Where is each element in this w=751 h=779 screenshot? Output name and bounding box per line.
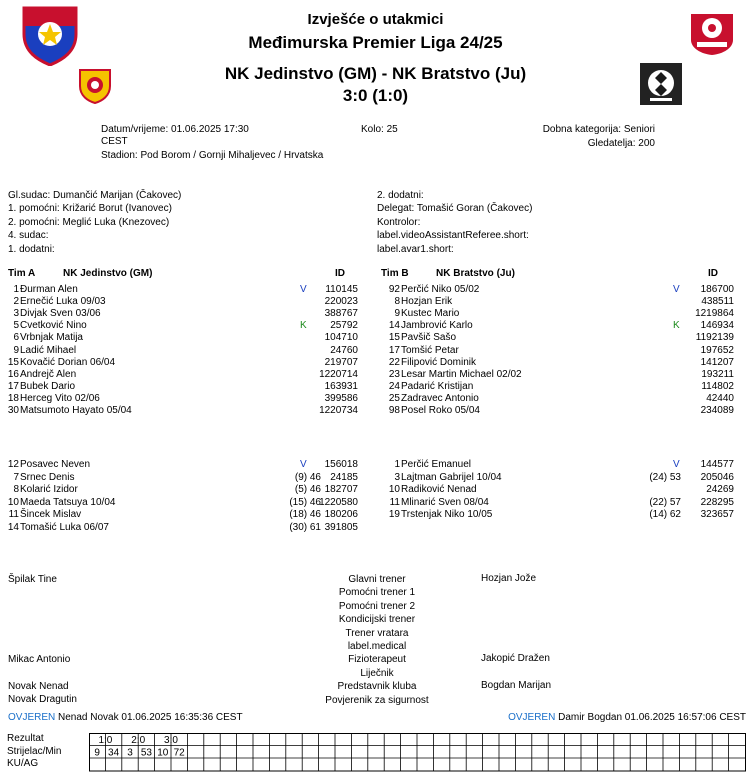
scorer-cell: 34 xyxy=(108,747,120,759)
verified-status: OVJEREN xyxy=(508,712,556,723)
row-label: Rezultat xyxy=(7,733,44,744)
staff-role: Pomoćni trener 2 xyxy=(338,600,416,612)
player-id: 24269 xyxy=(706,484,734,496)
player-id: 25792 xyxy=(330,320,358,332)
player-name: Srnec Denis xyxy=(20,471,75,483)
player-name: Posel Roko 05/04 xyxy=(401,405,480,416)
player-id: 42440 xyxy=(706,392,734,404)
scorer-cell: 9 xyxy=(94,747,100,759)
staff-right-name: Jakopić Dražen xyxy=(481,653,550,664)
match-title: NK Jedinstvo (GM) - NK Bratstvo (Ju) xyxy=(224,64,527,83)
staff-role: Pomoćni trener 1 xyxy=(338,587,416,599)
player-name: Padarić Kristijan xyxy=(401,380,474,392)
player-number: 17 xyxy=(7,380,19,392)
player-number: 24 xyxy=(388,380,400,392)
player-id: 144577 xyxy=(700,459,734,470)
league-crest-logo xyxy=(20,4,80,69)
player-id: 197652 xyxy=(700,344,734,356)
match-datetime: Datum/vrijeme: 01.06.2025 17:30 xyxy=(101,124,249,135)
official-line: 2. dodatni: xyxy=(377,190,424,201)
player-name: Zadravec Antonio xyxy=(401,392,479,404)
staff-role: Glavni trener xyxy=(348,574,406,585)
player-number: 9 xyxy=(394,308,400,320)
player-id: 180206 xyxy=(324,509,358,521)
player-name: Divjak Sven 03/06 xyxy=(20,308,101,320)
player-id: 1220714 xyxy=(319,368,358,380)
away-team-logo xyxy=(640,63,682,108)
player-name: Jambrović Karlo xyxy=(401,320,473,332)
player-number: 9 xyxy=(13,344,19,356)
player-role-mark: V xyxy=(673,459,680,470)
player-id: 156018 xyxy=(324,459,358,470)
player-name: Kustec Mario xyxy=(401,308,460,320)
player-role-mark: K xyxy=(673,320,680,332)
player-role-mark: V xyxy=(673,284,680,295)
staff-role: Fizioterapeut xyxy=(348,654,406,666)
player-id: 1219864 xyxy=(695,308,734,320)
scorer-cell: 53 xyxy=(140,747,152,759)
verification-right xyxy=(445,712,746,723)
player-name: Maeda Tatsuya 10/04 xyxy=(20,496,116,508)
player-number: 23 xyxy=(388,368,400,380)
report-title: Izvješće o utakmici xyxy=(307,11,444,28)
official-line: 1. pomoćni: Križarić Borut (Ivanovec) xyxy=(8,203,172,215)
player-number: 2 xyxy=(13,296,19,308)
player-name: Ladić Mihael xyxy=(20,344,77,356)
stadium: Stadion: Pod Borom / Gornji Mihaljevec / Hrvatska xyxy=(101,150,324,161)
player-id: 186700 xyxy=(700,284,734,295)
substitution-info: (22) 57 xyxy=(649,496,681,508)
player-number: 22 xyxy=(388,356,400,368)
substitution-info: (30) 61 xyxy=(289,522,321,533)
player-number: 15 xyxy=(388,332,400,344)
player-name: Perčić Niko 05/02 xyxy=(401,284,480,295)
player-number: 7 xyxy=(13,471,19,483)
verified-text: Damir Bogdan 01.06.2025 16:57:06 CEST xyxy=(558,712,746,723)
staff-role: Trener vratara xyxy=(345,627,409,639)
player-id: 104710 xyxy=(324,332,358,344)
team-a-id-header: ID xyxy=(335,268,345,279)
player-number: 18 xyxy=(7,392,19,404)
player-number: 1 xyxy=(13,284,19,295)
player-id: 193211 xyxy=(701,368,734,380)
result-cell: 2:0 xyxy=(131,735,146,746)
player-number: 5 xyxy=(13,320,19,332)
player-name: Lajtman Gabrijel 10/04 xyxy=(401,471,502,483)
player-id: 24760 xyxy=(330,344,358,356)
player-id: 1192139 xyxy=(695,332,734,344)
substitution-info: (5) 46 xyxy=(294,484,321,496)
player-id: 399586 xyxy=(324,392,358,404)
team-b-name: NK Bratstvo (Ju) xyxy=(436,268,515,279)
official-line: Delegat: Tomašić Goran (Čakovec) xyxy=(377,203,533,215)
row-label: KU/AG xyxy=(7,758,39,769)
player-name: Ernečić Luka 09/03 xyxy=(20,296,106,308)
official-line: 2. pomoćni: Meglić Luka (Knezovec) xyxy=(8,216,170,228)
player-id: 438511 xyxy=(701,296,734,308)
player-name: Lesar Martin Michael 02/02 xyxy=(401,368,522,380)
row-label: Strijelac/Min xyxy=(7,745,62,757)
staff-name: Novak Dragutin xyxy=(8,694,77,705)
substitution-info: (15) 46 xyxy=(289,496,321,508)
player-number: 8 xyxy=(13,484,19,496)
player-number: 92 xyxy=(388,284,400,295)
player-number: 25 xyxy=(388,392,400,404)
player-number: 98 xyxy=(388,405,400,416)
official-line: 1. dodatni: xyxy=(8,243,55,255)
league-name: Međimurska Premier Liga 24/25 xyxy=(248,33,503,52)
player-name: Radiković Nenad xyxy=(401,484,477,496)
player-role-mark: V xyxy=(300,284,307,295)
player-id: 1220580 xyxy=(319,496,358,508)
player-id: 141207 xyxy=(700,356,734,368)
official-line: label.videoAssistantReferee.short: xyxy=(377,230,529,242)
staff-name: Mikac Antonio xyxy=(8,654,71,665)
substitution-info: (24) 53 xyxy=(649,471,681,483)
player-number: 14 xyxy=(388,320,400,332)
player-name: Bubek Dario xyxy=(20,380,76,392)
staff-right-name: Bogdan Marijan xyxy=(481,680,552,691)
score-table-labels xyxy=(7,733,61,771)
player-number: 16 xyxy=(7,368,19,380)
player-name: Matsumoto Hayato 05/04 xyxy=(20,405,132,416)
player-number: 12 xyxy=(7,459,19,470)
player-name: Hozjan Erik xyxy=(401,296,453,308)
player-role-mark: K xyxy=(300,320,307,332)
player-number: 8 xyxy=(394,296,400,308)
player-name: Tomšić Petar xyxy=(401,344,459,356)
player-id: 220023 xyxy=(324,296,358,308)
staff-role: label.medical xyxy=(347,641,407,652)
player-id: 114802 xyxy=(701,380,734,392)
official-line: Gl.sudac: Dumančić Marijan (Čakovec) xyxy=(8,190,182,201)
player-id: 182707 xyxy=(324,484,358,496)
staff-role: Liječnik xyxy=(360,667,394,679)
player-name: Tomašić Luka 06/07 xyxy=(20,522,109,533)
substitution-info: (18) 46 xyxy=(289,509,321,521)
match-score: 3:0 (1:0) xyxy=(342,86,409,105)
staff-name: Špilak Tine xyxy=(8,574,57,585)
player-name: Herceg Vito 02/06 xyxy=(20,392,100,404)
player-number: 17 xyxy=(388,344,400,356)
official-line: 4. sudac: xyxy=(8,230,49,242)
player-name: Trstenjak Niko 10/05 xyxy=(401,509,493,521)
player-id: 110145 xyxy=(325,284,358,295)
home-team-logo xyxy=(78,66,112,107)
player-number: 11 xyxy=(8,509,19,521)
player-number: 10 xyxy=(7,496,19,508)
officials-right xyxy=(377,189,532,256)
player-role-mark: V xyxy=(300,459,307,470)
player-number: 14 xyxy=(7,522,19,533)
score-grid-border xyxy=(90,734,746,772)
player-id: 323657 xyxy=(700,509,734,521)
staff-name: Novak Nenad xyxy=(8,681,69,692)
player-id: 24185 xyxy=(330,471,358,483)
player-id: 146934 xyxy=(700,320,734,332)
staff-right-name: Hozjan Jože xyxy=(481,573,537,584)
player-number: 19 xyxy=(388,509,400,521)
officials-left xyxy=(8,189,181,256)
player-number: 30 xyxy=(7,405,19,416)
player-number: 6 xyxy=(13,332,19,344)
player-number: 1 xyxy=(394,459,400,470)
player-name: Kovačić Dorian 06/04 xyxy=(20,356,116,368)
player-id: 228295 xyxy=(700,496,734,508)
scorer-cell: 3 xyxy=(127,747,133,759)
player-name: Andrejč Alen xyxy=(20,368,77,380)
verification-left xyxy=(8,712,243,723)
player-name: Cvetković Nino xyxy=(20,320,87,332)
player-id: 388767 xyxy=(324,308,358,320)
player-id: 163931 xyxy=(324,380,358,392)
score-grid xyxy=(89,733,746,776)
player-id: 205046 xyxy=(700,471,734,483)
result-cell: 3:0 xyxy=(164,735,178,746)
team-b-id-header: ID xyxy=(708,268,718,279)
player-name: Vrbnjak Matija xyxy=(20,332,83,344)
player-number: 3 xyxy=(13,308,19,320)
player-id: 219707 xyxy=(324,356,358,368)
player-id: 234089 xyxy=(700,405,734,416)
player-name: Filipović Dominik xyxy=(401,356,477,368)
official-line: Kontrolor: xyxy=(377,216,421,228)
substitution-info: (14) 62 xyxy=(649,509,681,521)
staff-role: Predstavnik kluba xyxy=(337,681,417,693)
age-category: Dobna kategorija: Seniori xyxy=(542,124,655,135)
scorer-cell: 72 xyxy=(173,747,185,759)
round: Kolo: 25 xyxy=(361,124,398,135)
player-name: Mlinarić Sven 08/04 xyxy=(401,496,489,508)
official-line: label.avar1.short: xyxy=(377,243,454,255)
player-id: 1220734 xyxy=(319,405,358,416)
substitution-info: (9) 46 xyxy=(294,471,321,483)
scorer-cell: 10 xyxy=(157,747,169,759)
player-name: Pavšič Sašo xyxy=(401,332,457,344)
player-name: Perčić Emanuel xyxy=(401,459,472,470)
player-number: 11 xyxy=(389,496,400,508)
player-number: 15 xyxy=(7,356,19,368)
player-number: 10 xyxy=(388,484,400,496)
verified-text: Nenad Novak 01.06.2025 16:35:36 CEST xyxy=(58,712,243,723)
player-name: Đurman Alen xyxy=(20,284,78,295)
player-id: 391805 xyxy=(324,522,358,533)
team-a-label: Tim A xyxy=(8,268,36,279)
match-timezone: CEST xyxy=(101,136,128,147)
player-number: 3 xyxy=(394,471,400,483)
spectators: Gledatelja: 200 xyxy=(587,138,655,149)
team-a-name: NK Jedinstvo (GM) xyxy=(63,268,153,279)
federation-logo xyxy=(687,10,737,59)
player-name: Kolarić Izidor xyxy=(20,484,78,496)
result-cell: 1:0 xyxy=(98,735,113,746)
staff-role: Kondicijski trener xyxy=(338,614,416,626)
verified-status: OVJEREN xyxy=(8,712,56,723)
player-name: Posavec Neven xyxy=(20,459,91,470)
player-name: Šincek Mislav xyxy=(20,509,82,521)
team-b-label: Tim B xyxy=(381,268,409,279)
staff-role: Povjerenik za sigurnost xyxy=(325,694,429,706)
